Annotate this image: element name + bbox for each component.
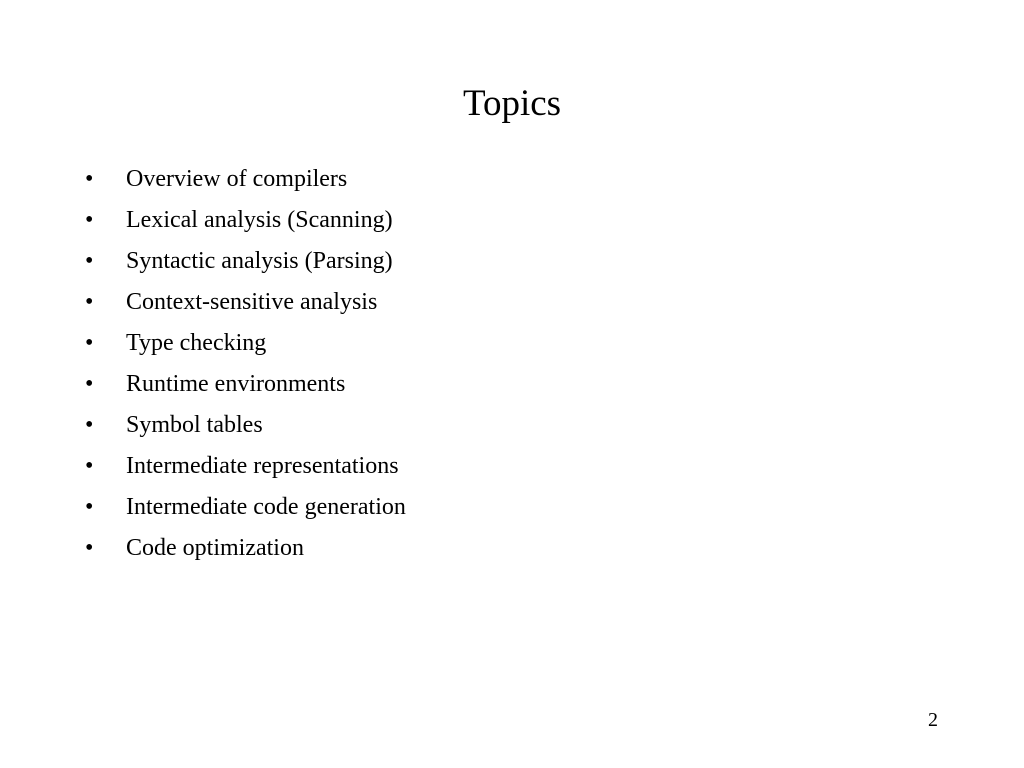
bullet-icon: •: [85, 206, 94, 233]
bullet-icon: •: [85, 411, 94, 438]
list-item: [85, 527, 406, 568]
list-item: [85, 240, 406, 281]
list-item-text: Syntactic analysis (Parsing): [126, 247, 393, 274]
list-item-text: Code optimization: [126, 534, 304, 561]
bullet-icon: •: [85, 288, 94, 315]
topic-list: [85, 158, 406, 568]
list-item-text: Overview of compilers: [126, 165, 348, 192]
list-item-text: Runtime environments: [126, 370, 346, 397]
list-item-text: Type checking: [126, 329, 267, 356]
list-item-text: Symbol tables: [126, 411, 263, 438]
bullet-icon: •: [85, 329, 94, 356]
list-item: [85, 322, 406, 363]
bullet-icon: •: [85, 534, 94, 561]
list-item-text: Context-sensitive analysis: [126, 288, 378, 315]
bullet-icon: •: [85, 165, 94, 192]
list-item: [85, 445, 406, 486]
list-item-text: Intermediate representations: [126, 452, 399, 479]
slide-title: Topics: [462, 83, 562, 124]
bullet-icon: •: [85, 370, 94, 397]
list-item: [85, 199, 406, 240]
list-item: [85, 404, 406, 445]
list-item-text: Lexical analysis (Scanning): [126, 206, 393, 233]
list-item: [85, 281, 406, 322]
bullet-icon: •: [85, 247, 94, 274]
list-item-text: Intermediate code generation: [126, 493, 406, 520]
bullet-icon: •: [85, 452, 94, 479]
page-number: 2: [928, 709, 938, 731]
bullet-icon: •: [85, 493, 94, 520]
list-item: [85, 486, 406, 527]
list-item: [85, 363, 406, 404]
list-item: [85, 158, 406, 199]
